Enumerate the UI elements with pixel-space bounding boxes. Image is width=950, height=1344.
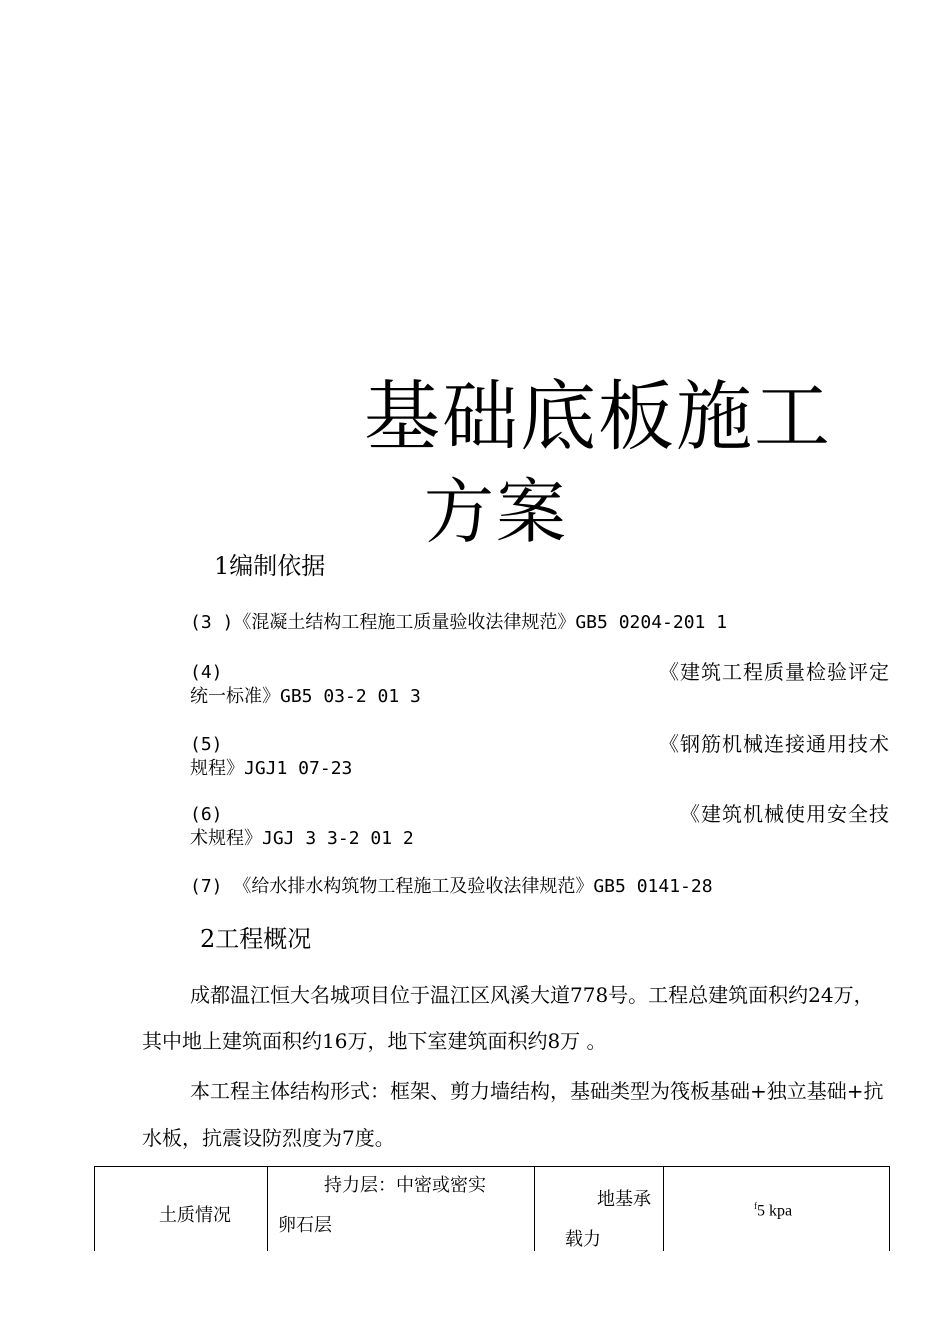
capacity-label-line1: 地基承 [597, 1189, 651, 1210]
reference-item-5-number: (5) [190, 734, 223, 755]
capacity-value-sup: f [754, 1201, 757, 1211]
reference-item-6-continuation: 术规程》JGJ 3 3-2 01 2 [190, 828, 414, 849]
reference-item-5-title: 《钢筋机械连接通用技术 [659, 732, 890, 756]
overview-para1-line1: 成都温江恒大名城项目位于温江区风溪大道778号。工程总建筑面积约24万， [190, 983, 874, 1007]
capacity-value [754, 1201, 792, 1220]
capacity-label-line2: 载力 [565, 1229, 601, 1250]
capacity-value-main: 5 kpa [757, 1202, 793, 1220]
overview-para2-line2: 水板，抗震设防烈度为7度。 [142, 1126, 395, 1150]
table-cell-soil [95, 1167, 268, 1252]
soil-label: 土质情况 [159, 1205, 231, 1226]
document-title-line1: 基础底板施工 [364, 372, 832, 461]
reference-item-4-number: (4) [190, 662, 223, 683]
table-cell-capacity-label [535, 1167, 664, 1252]
table-cell-bearing-layer [268, 1167, 535, 1252]
reference-item-3: (3 )《混凝土结构工程施工质量验收法律规范》GB5 0204-201 1 [190, 612, 728, 633]
section2-heading: 2工程概况 [200, 925, 312, 953]
document-title-line2: 方案 [424, 471, 568, 553]
reference-item-7: (7) 《给水排水构筑物工程施工及验收法律规范》GB5 0141-28 [190, 876, 713, 897]
overview-para2-line1: 本工程主体结构形式：框架、剪力墙结构，基础类型为筏板基础+独立基础+抗 [190, 1079, 884, 1103]
table-row [95, 1167, 890, 1252]
bearing-layer-line2: 卵石层 [278, 1215, 332, 1236]
reference-item-4-title: 《建筑工程质量检验评定 [659, 660, 890, 684]
section1-heading: 1编制依据 [214, 552, 326, 580]
overview-para1-line2: 其中地上建筑面积约16万，地下室建筑面积约8万 。 [142, 1029, 607, 1053]
reference-item-5-continuation: 规程》JGJ1 07-23 [190, 758, 353, 779]
bearing-layer-line1: 持力层：中密或密实 [324, 1175, 486, 1196]
soil-info-table [94, 1166, 890, 1251]
reference-item-6-title: 《建筑机械使用安全技 [680, 802, 890, 826]
reference-item-6-number: (6) [190, 804, 223, 825]
reference-item-4-continuation: 统一标准》GB5 03-2 01 3 [190, 686, 421, 707]
table-cell-capacity-value [664, 1167, 890, 1252]
